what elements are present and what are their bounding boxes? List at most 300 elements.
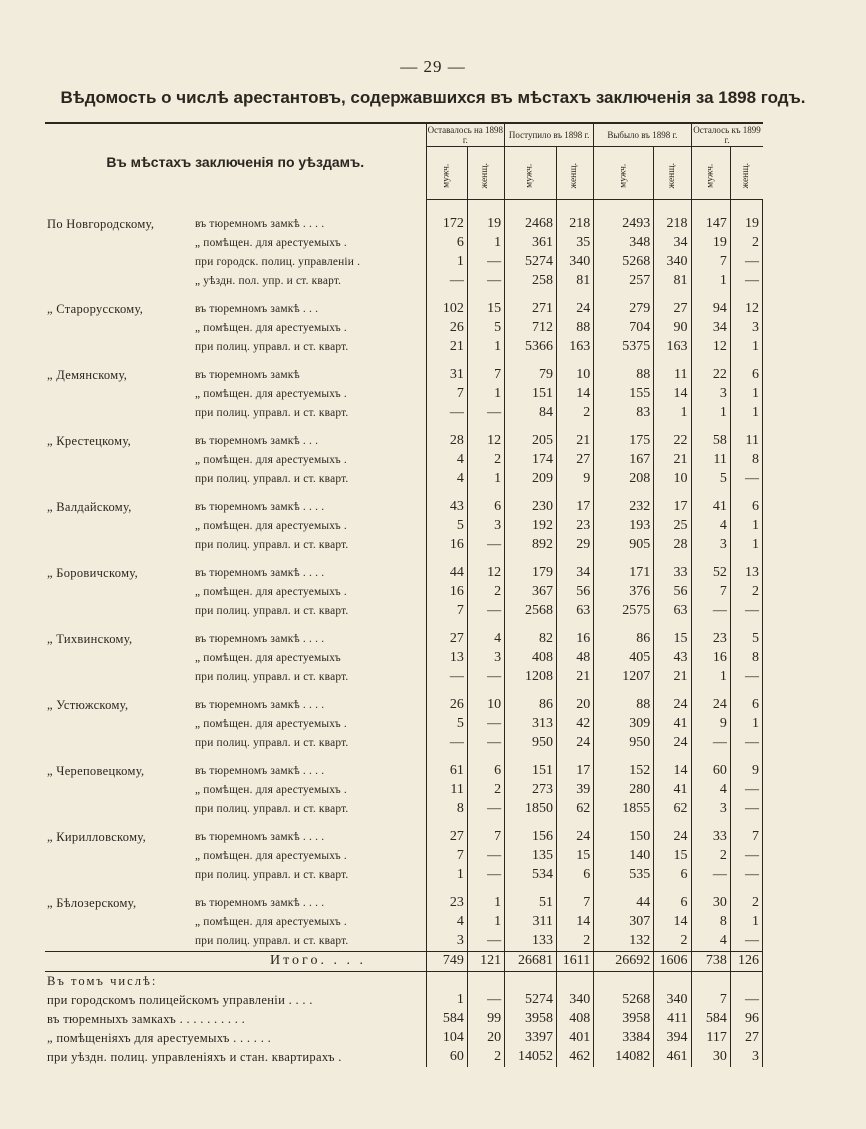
table-cell: 4 <box>467 630 504 649</box>
table-row <box>45 517 763 536</box>
place-label: въ тюремномъ замкѣ . . . . <box>195 500 325 513</box>
table-cell: 43 <box>426 498 467 517</box>
place-label: въ тюремномъ замкѣ . . . <box>195 434 319 447</box>
table-row <box>45 913 763 932</box>
table-cell: — <box>426 734 467 753</box>
place-label: „ помѣщен. для арестуемыхъ . <box>195 849 347 862</box>
table-cell: 2 <box>467 451 504 470</box>
table-cell: 232 <box>594 498 654 517</box>
district-name: „ Кирилловскому, <box>47 829 147 844</box>
table-cell: 7 <box>426 847 467 866</box>
table-cell: 3 <box>691 385 730 404</box>
table-cell: 17 <box>654 498 691 517</box>
table-cell: 584 <box>691 1010 730 1029</box>
table-cell: 3 <box>467 517 504 536</box>
table-cell: 16 <box>556 630 593 649</box>
table-cell: 2 <box>467 583 504 602</box>
table-cell: 7 <box>467 828 504 847</box>
table-cell: 60 <box>691 762 730 781</box>
table-cell: 167 <box>594 451 654 470</box>
table-cell: 5 <box>730 630 762 649</box>
table-cell: 2468 <box>505 215 557 234</box>
table-cell: 1855 <box>594 800 654 819</box>
table-cell: 81 <box>654 272 691 291</box>
table-cell: 33 <box>691 828 730 847</box>
table-cell: 51 <box>505 894 557 913</box>
table-cell: 1 <box>426 866 467 885</box>
group-header-remained-1899: Осталось къ 1899 г. <box>691 124 762 147</box>
table-cell: 6 <box>730 366 762 385</box>
table-cell: 42 <box>556 715 593 734</box>
place-label: „ уѣздн. пол. упр. и ст. кварт. <box>195 274 342 287</box>
table-cell: — <box>426 668 467 687</box>
table-cell: 2 <box>467 1048 504 1067</box>
page-number: — 29 — <box>400 57 466 76</box>
table-cell: 7 <box>691 583 730 602</box>
table-cell: 14 <box>556 913 593 932</box>
table-cell: 56 <box>654 583 691 602</box>
table-cell: 24 <box>556 300 593 319</box>
sub-header-women: женщ. <box>730 147 762 200</box>
table-cell: 11 <box>654 366 691 385</box>
table-row <box>45 432 763 451</box>
table-cell: 5 <box>426 715 467 734</box>
place-label: при полиц. управл. и ст. кварт. <box>195 802 349 815</box>
table-cell: 1 <box>730 404 762 423</box>
table-row <box>45 715 763 734</box>
district-name: „ Крестецкому, <box>47 433 132 448</box>
place-label: въ тюремномъ замкѣ . . . . <box>195 896 325 909</box>
table-cell: 4 <box>691 781 730 800</box>
place-label: при полиц. управл. и ст. кварт. <box>195 472 349 485</box>
table-cell: 401 <box>556 1029 593 1048</box>
table-cell: 1 <box>467 234 504 253</box>
table-cell: 63 <box>654 602 691 621</box>
table-cell: — <box>467 536 504 555</box>
place-label: „ помѣщен. для арестуемыхъ <box>195 651 341 664</box>
table-cell: 313 <box>505 715 557 734</box>
table-cell: 704 <box>594 319 654 338</box>
place-label: въ тюремномъ замкѣ . . . . <box>195 764 325 777</box>
table-cell: 462 <box>556 1048 593 1067</box>
table-row <box>45 319 763 338</box>
table-cell: 20 <box>556 696 593 715</box>
table-row <box>45 338 763 357</box>
table-cell: — <box>467 602 504 621</box>
table-cell: 27 <box>654 300 691 319</box>
table-cell: 279 <box>594 300 654 319</box>
table-cell: 7 <box>426 385 467 404</box>
table-cell: 12 <box>730 300 762 319</box>
table-cell: 6 <box>467 498 504 517</box>
table-cell: 135 <box>505 847 557 866</box>
place-label: при полиц. управл. и ст. кварт. <box>195 670 349 683</box>
table-cell: 4 <box>691 517 730 536</box>
table-cell: 44 <box>594 894 654 913</box>
table-cell: 9 <box>691 715 730 734</box>
table-cell: — <box>730 781 762 800</box>
table-cell: 11 <box>691 451 730 470</box>
group-header-departed-1898: Выбыло въ 1898 г. <box>594 124 691 147</box>
in-that-number-label: Въ томъ числѣ: <box>47 973 158 988</box>
table-cell: 17 <box>556 762 593 781</box>
table-row <box>45 272 763 291</box>
table-cell: 411 <box>654 1010 691 1029</box>
summary-row <box>45 1048 763 1067</box>
table-cell: 24 <box>691 696 730 715</box>
table-cell: 41 <box>691 498 730 517</box>
table-cell: 340 <box>556 991 593 1010</box>
table-cell: 21 <box>556 668 593 687</box>
group-header-remained-1898: Оставалось на 1898 г. <box>427 125 504 145</box>
table-cell: 394 <box>654 1029 691 1048</box>
summary-label: въ тюремныхъ замкахъ . . . . . . . . . . <box>47 1011 246 1026</box>
table-cell: 311 <box>505 913 557 932</box>
table-row <box>45 894 763 913</box>
summary-label: при городскомъ полицейскомъ управленіи . . . . <box>47 992 313 1007</box>
table-cell: 41 <box>654 715 691 734</box>
table-cell: 3 <box>730 1048 762 1067</box>
table-cell: 24 <box>654 696 691 715</box>
table-cell: 16 <box>426 583 467 602</box>
table-cell: 8 <box>730 649 762 668</box>
table-cell: 1 <box>467 338 504 357</box>
table-cell: 151 <box>505 385 557 404</box>
group-header-received-1898: Поступило въ 1898 г. <box>505 124 594 147</box>
place-label: при полиц. управл. и ст. кварт. <box>195 604 349 617</box>
table-cell: 5274 <box>505 253 557 272</box>
place-label: „ помѣщен. для арестуемыхъ . <box>195 717 347 730</box>
table-cell: 133 <box>505 932 557 952</box>
place-label: при полиц. управл. и ст. кварт. <box>195 736 349 749</box>
table-cell: 1 <box>730 715 762 734</box>
table-cell: 140 <box>594 847 654 866</box>
table-cell: 5274 <box>505 991 557 1010</box>
table-cell: 208 <box>594 470 654 489</box>
table-cell: 15 <box>654 630 691 649</box>
table-row <box>45 668 763 687</box>
table-cell: 150 <box>594 828 654 847</box>
district-name: „ Тихвинскому, <box>47 631 133 646</box>
table-cell: 58 <box>691 432 730 451</box>
table-cell: 340 <box>654 991 691 1010</box>
place-label: „ помѣщен. для арестуемыхъ . <box>195 321 347 334</box>
table-cell: 1208 <box>505 668 557 687</box>
table-cell: 156 <box>505 828 557 847</box>
table-cell: — <box>730 847 762 866</box>
table-cell: 3958 <box>505 1010 557 1029</box>
table-cell: 340 <box>556 253 593 272</box>
table-cell: 102 <box>426 300 467 319</box>
table-cell: 2575 <box>594 602 654 621</box>
table-cell: 3 <box>730 319 762 338</box>
table-cell: 1 <box>654 404 691 423</box>
table-cell: — <box>467 668 504 687</box>
table-cell: 2 <box>467 781 504 800</box>
table-cell: 26 <box>426 319 467 338</box>
table-cell: 1 <box>730 913 762 932</box>
table-cell: 12 <box>691 338 730 357</box>
table-cell: 7 <box>467 366 504 385</box>
table-cell: 230 <box>505 498 557 517</box>
table-cell: 174 <box>505 451 557 470</box>
table-cell: 81 <box>556 272 593 291</box>
table-cell: 193 <box>594 517 654 536</box>
table-cell: 15 <box>467 300 504 319</box>
table-cell: 19 <box>467 215 504 234</box>
table-cell: 257 <box>594 272 654 291</box>
table-cell: 25 <box>654 517 691 536</box>
table-cell: 44 <box>426 564 467 583</box>
table-row <box>45 649 763 668</box>
table-cell: 6 <box>467 762 504 781</box>
table-cell: — <box>467 932 504 952</box>
place-label: при полиц. управл. и ст. кварт. <box>195 538 349 551</box>
table-cell: 1 <box>426 253 467 272</box>
table-row <box>45 536 763 555</box>
table-cell: 19 <box>691 234 730 253</box>
table-cell: 749 <box>426 951 467 971</box>
table-cell: 34 <box>654 234 691 253</box>
table-cell: 5268 <box>594 991 654 1010</box>
table-cell: 28 <box>426 432 467 451</box>
table-row <box>45 630 763 649</box>
table-cell: 20 <box>467 1029 504 1048</box>
table-cell: 86 <box>505 696 557 715</box>
place-label: „ помѣщен. для арестуемыхъ . <box>195 585 347 598</box>
table-cell: 23 <box>691 630 730 649</box>
table-cell: 24 <box>556 734 593 753</box>
sub-header-men: мужч. <box>594 147 654 200</box>
sub-header-men: мужч. <box>505 147 557 200</box>
table-cell: — <box>730 734 762 753</box>
table-cell: 152 <box>594 762 654 781</box>
sub-header-men: мужч. <box>426 147 467 200</box>
summary-row <box>45 1010 763 1029</box>
table-cell: 1606 <box>654 951 691 971</box>
table-cell: 192 <box>505 517 557 536</box>
table-cell: 950 <box>505 734 557 753</box>
table-cell: 9 <box>730 762 762 781</box>
table-cell: 14 <box>654 913 691 932</box>
table-cell: 3 <box>691 800 730 819</box>
summary-label: „ помѣщеніяхъ для арестуемыхъ . . . . . . <box>47 1030 272 1045</box>
table-cell: 27 <box>426 630 467 649</box>
table-cell: 171 <box>594 564 654 583</box>
table-cell: 104 <box>426 1029 467 1048</box>
table-cell: 172 <box>426 215 467 234</box>
table-cell: 6 <box>556 866 593 885</box>
table-cell: 950 <box>594 734 654 753</box>
table-cell: 26692 <box>594 951 654 971</box>
table-cell: 163 <box>654 338 691 357</box>
table-cell: 5375 <box>594 338 654 357</box>
table-cell: 2493 <box>594 215 654 234</box>
place-label: „ помѣщен. для арестуемыхъ . <box>195 519 347 532</box>
table-row <box>45 932 763 952</box>
table-cell: 10 <box>556 366 593 385</box>
table-cell: 22 <box>691 366 730 385</box>
table-cell: — <box>467 847 504 866</box>
place-label: въ тюремномъ замкѣ . . . . <box>195 566 325 579</box>
table-cell: 3 <box>691 536 730 555</box>
table-row <box>45 734 763 753</box>
table-cell: 61 <box>426 762 467 781</box>
table-cell: 24 <box>654 734 691 753</box>
table-row <box>45 470 763 489</box>
table-cell: 309 <box>594 715 654 734</box>
table-row <box>45 253 763 272</box>
table-cell: 1 <box>691 668 730 687</box>
table-cell: 1 <box>467 470 504 489</box>
table-row <box>45 300 763 319</box>
table-row <box>45 866 763 885</box>
table-cell: 83 <box>594 404 654 423</box>
table-cell: 1 <box>467 913 504 932</box>
table-cell: 13 <box>730 564 762 583</box>
table-row <box>45 602 763 621</box>
table-cell: 88 <box>594 696 654 715</box>
district-name: „ Демянскому, <box>47 367 128 382</box>
table-cell: — <box>467 734 504 753</box>
table-cell: 2 <box>654 932 691 952</box>
table-cell: 2 <box>556 404 593 423</box>
table-cell: — <box>730 668 762 687</box>
table-cell: 1207 <box>594 668 654 687</box>
table-cell: 27 <box>556 451 593 470</box>
district-name: „ Устюжскому, <box>47 697 129 712</box>
district-name: „ Боровичскому, <box>47 565 139 580</box>
sub-header-men: мужч. <box>691 147 730 200</box>
place-label: при полиц. управл. и ст. кварт. <box>195 340 349 353</box>
table-cell: 10 <box>467 696 504 715</box>
place-label: „ помѣщен. для арестуемыхъ . <box>195 783 347 796</box>
table-cell: 340 <box>654 253 691 272</box>
table-row <box>45 215 763 234</box>
table-row <box>45 781 763 800</box>
table-cell: 94 <box>691 300 730 319</box>
table-cell: 96 <box>730 1010 762 1029</box>
place-label: въ тюремномъ замкѣ . . . . <box>195 632 325 645</box>
table-cell: 271 <box>505 300 557 319</box>
table-cell: 367 <box>505 583 557 602</box>
total-row <box>45 951 763 971</box>
table-row <box>45 564 763 583</box>
table-cell: 2568 <box>505 602 557 621</box>
table-cell: 1850 <box>505 800 557 819</box>
table-cell: 179 <box>505 564 557 583</box>
table-cell: 5 <box>426 517 467 536</box>
table-cell: 21 <box>556 432 593 451</box>
sub-header-women: женщ. <box>467 147 504 200</box>
table-cell: — <box>426 404 467 423</box>
table-cell: 1611 <box>556 951 593 971</box>
table-cell: — <box>730 932 762 952</box>
table-cell: — <box>730 800 762 819</box>
sub-header-women: женщ. <box>654 147 691 200</box>
table-cell: 408 <box>505 649 557 668</box>
table-cell: 3397 <box>505 1029 557 1048</box>
table-cell: 1 <box>426 991 467 1010</box>
table-cell: 738 <box>691 951 730 971</box>
table-cell: — <box>467 272 504 291</box>
table-cell: 6 <box>654 866 691 885</box>
table-cell: 3 <box>467 649 504 668</box>
table-cell: 408 <box>556 1010 593 1029</box>
place-label: „ помѣщен. для арестуемыхъ . <box>195 236 347 249</box>
table-cell: 205 <box>505 432 557 451</box>
table-cell: 99 <box>467 1010 504 1029</box>
place-label: въ тюремномъ замкѣ <box>195 368 300 381</box>
table-cell: 218 <box>556 215 593 234</box>
table-cell: 16 <box>426 536 467 555</box>
table-cell: 33 <box>654 564 691 583</box>
table-cell: 584 <box>426 1010 467 1029</box>
table-row <box>45 498 763 517</box>
summary-label: при уѣздн. полиц. управленіяхъ и стан. квартирахъ . <box>47 1049 342 1064</box>
table-row <box>45 828 763 847</box>
table-cell: 12 <box>467 432 504 451</box>
table-cell: 35 <box>556 234 593 253</box>
table-cell: — <box>730 991 762 1010</box>
table-cell: 63 <box>556 602 593 621</box>
district-name: „ Череповецкому, <box>47 763 145 778</box>
table-cell: 26681 <box>505 951 557 971</box>
table-cell: 6 <box>730 696 762 715</box>
place-label: „ помѣщен. для арестуемыхъ . <box>195 453 347 466</box>
arrest-statistics-table <box>45 122 763 1067</box>
table-cell: 14 <box>556 385 593 404</box>
table-cell: 1 <box>467 385 504 404</box>
district-name: По Новгородскому, <box>47 216 155 231</box>
table-cell: 280 <box>594 781 654 800</box>
table-cell: 1 <box>730 517 762 536</box>
table-cell: 892 <box>505 536 557 555</box>
table-cell: — <box>467 715 504 734</box>
table-cell: 132 <box>594 932 654 952</box>
table-cell: — <box>691 734 730 753</box>
table-cell: 17 <box>556 498 593 517</box>
table-cell: 7 <box>691 991 730 1010</box>
table-cell: 24 <box>556 828 593 847</box>
table-cell: 4 <box>426 470 467 489</box>
table-cell: 30 <box>691 894 730 913</box>
table-cell: 7 <box>730 828 762 847</box>
place-label: въ тюремномъ замкѣ . . . . <box>195 698 325 711</box>
table-cell: 19 <box>730 215 762 234</box>
table-cell: — <box>467 866 504 885</box>
table-cell: 712 <box>505 319 557 338</box>
place-label: въ тюремномъ замкѣ . . . . <box>195 217 325 230</box>
table-cell: 147 <box>691 215 730 234</box>
table-cell: 84 <box>505 404 557 423</box>
table-cell: 62 <box>556 800 593 819</box>
table-cell: 82 <box>505 630 557 649</box>
table-cell: 26 <box>426 696 467 715</box>
table-cell: 21 <box>654 668 691 687</box>
table-cell: 10 <box>654 470 691 489</box>
table-cell: — <box>730 602 762 621</box>
table-cell: 86 <box>594 630 654 649</box>
table-cell: 14052 <box>505 1048 557 1067</box>
table-cell: 29 <box>556 536 593 555</box>
place-label: при полиц. управл. и ст. кварт. <box>195 934 349 947</box>
table-cell: — <box>730 272 762 291</box>
table-cell: 6 <box>426 234 467 253</box>
table-cell: 8 <box>730 451 762 470</box>
table-cell: 209 <box>505 470 557 489</box>
table-cell: 1 <box>730 338 762 357</box>
